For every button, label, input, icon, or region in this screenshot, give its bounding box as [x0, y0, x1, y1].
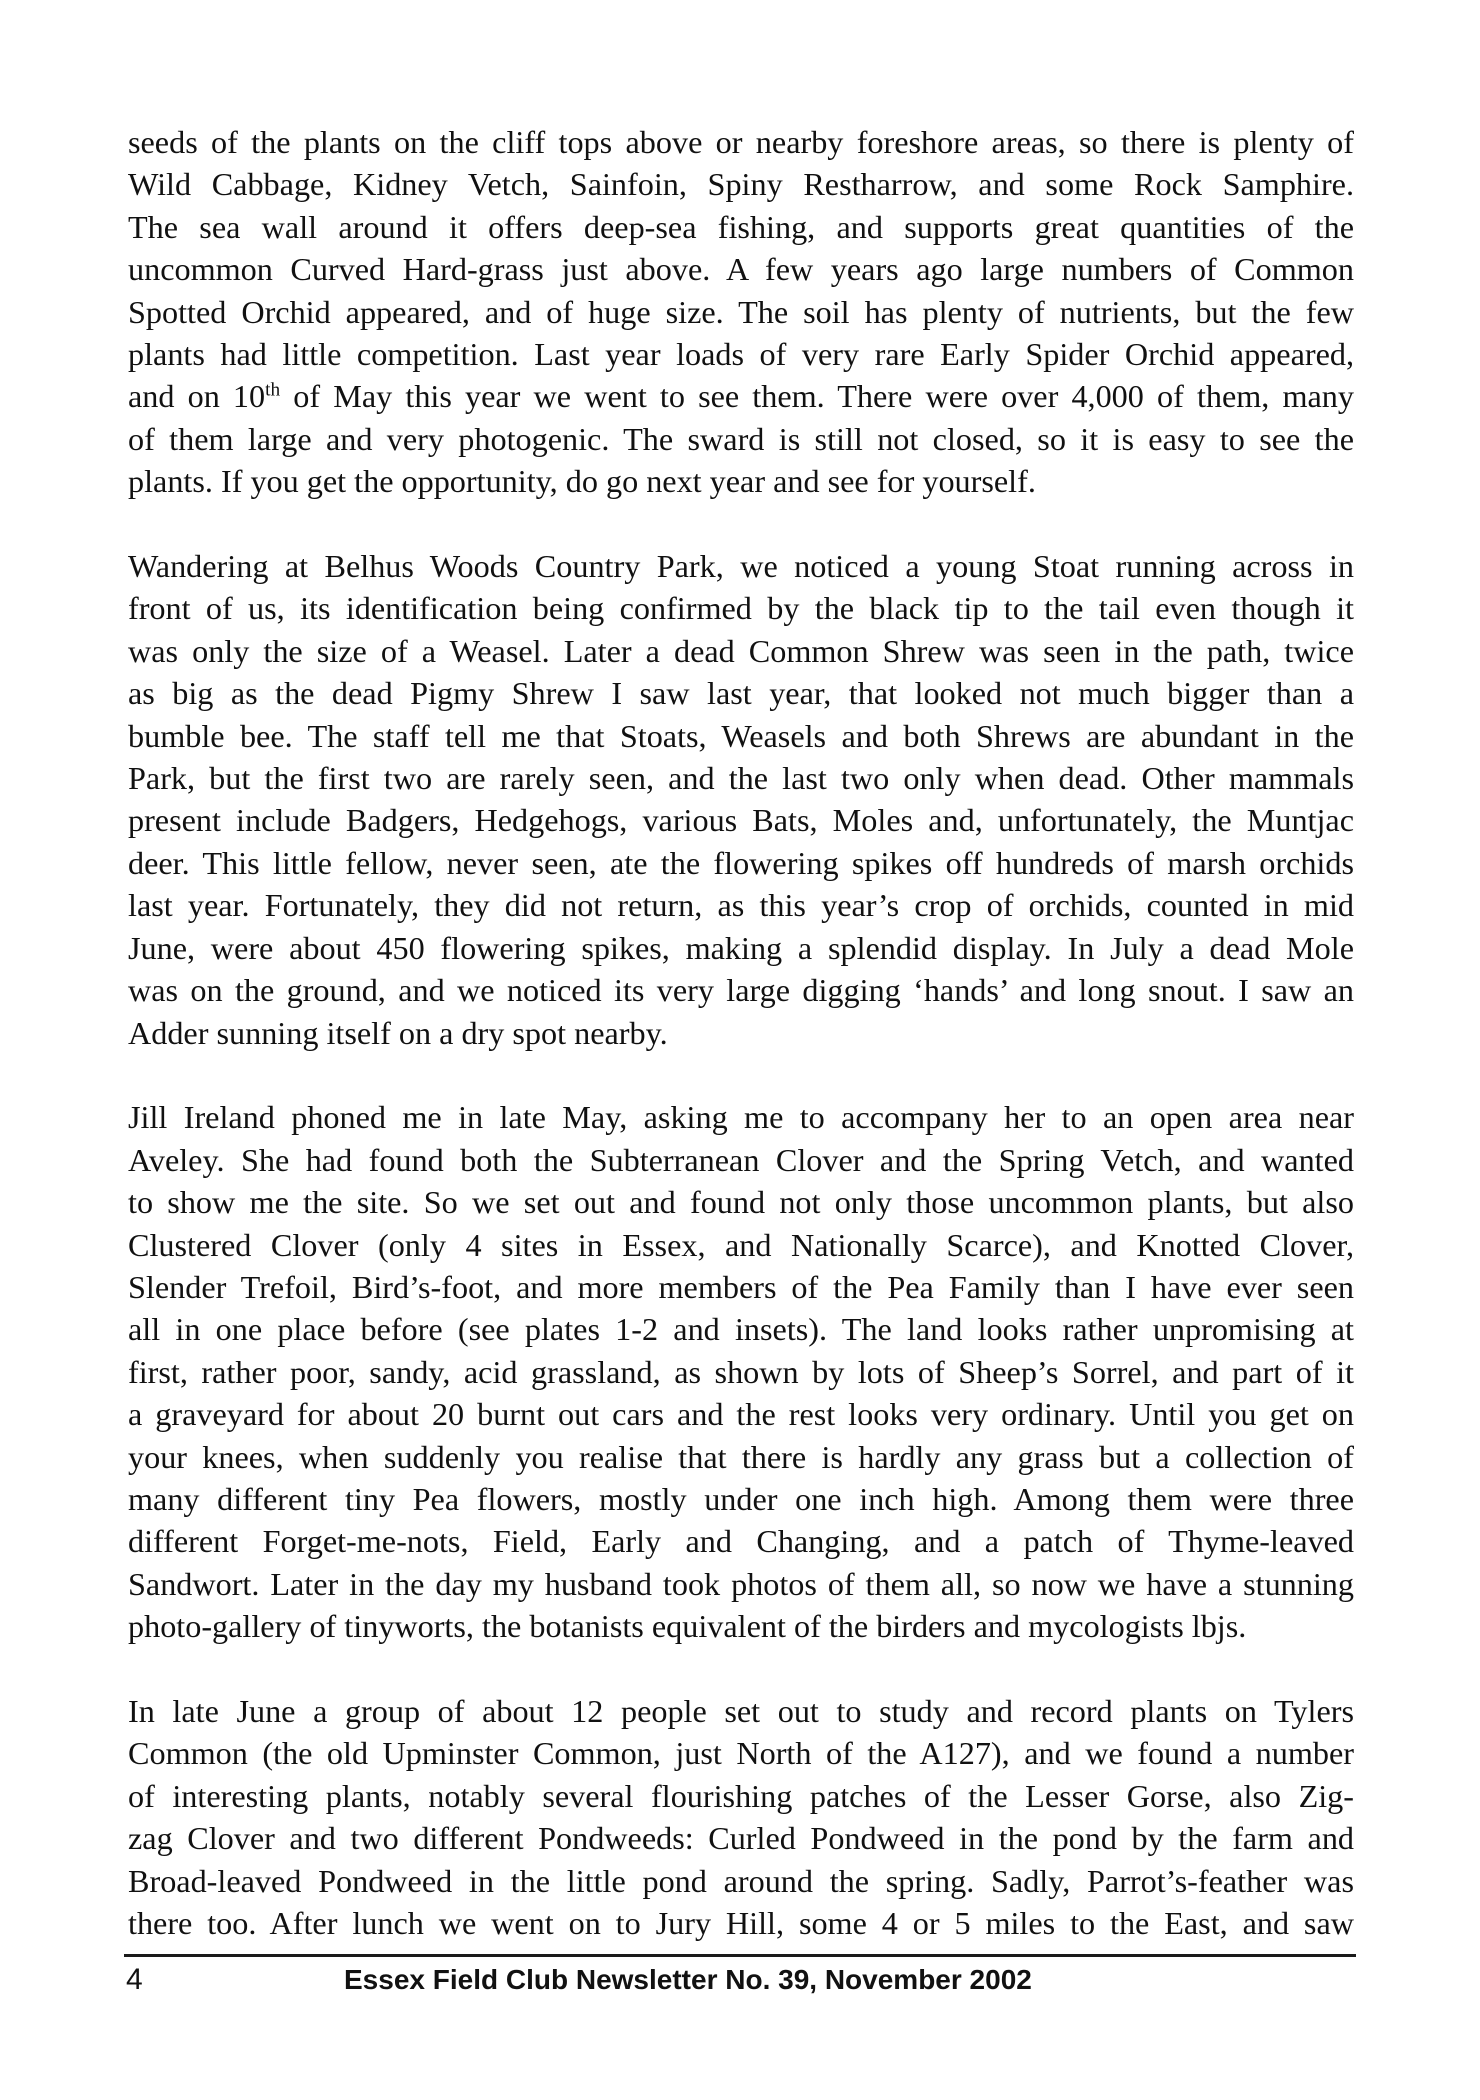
text-line: seeds of the plants on the cliff tops above or nearby foreshore areas, so there is plenty of [128, 124, 1354, 160]
text-line: Common (the old Upminster Common, just North of the A127), and we found a number [128, 1735, 1354, 1772]
text-line: to show me the site. So we set out and found not only those uncommon plants, but also [128, 1184, 1354, 1221]
date-line-rest: of May this year we went to see them. There were over 4,000 of them, many [280, 378, 1354, 415]
text-line: Park, but the first two are rarely seen, and the last two only when dead. Other mammals [128, 760, 1354, 797]
paragraph-belhus-woods [128, 545, 1354, 1054]
text-line: zag Clover and two different Pondweeds: Curled Pondweed in the pond by the farm and [128, 1820, 1354, 1857]
text-line-with-date [128, 375, 1354, 417]
text-line: June, were about 450 flowering spikes, making a splendid display. In July a dead Mole [128, 929, 1354, 966]
text-line: plants had little competition. Last year loads of very rare Early Spider Orchid appeared, [128, 336, 1354, 373]
text-line: The sea wall around it offers deep-sea fishing, and supports great quantities of the [128, 208, 1354, 245]
text-line: present include Badgers, Hedgehogs, various Bats, Moles and, unfortunately, the Muntjac [128, 802, 1354, 839]
footer-divider [124, 1954, 1356, 1957]
text-line: Slender Trefoil, Bird’s-foot, and more members of the Pea Family than I have ever seen [128, 1268, 1354, 1305]
ordinal-superscript: th [265, 379, 281, 401]
text-line: Jill Ireland phoned me in late May, asking me to accompany her to an open area near [128, 1099, 1354, 1136]
text-line: bumble bee. The staff tell me that Stoats, Weasels and both Shrews are abundant in the [128, 717, 1354, 754]
text-line: all in one place before (see plates 1-2 and insets). The land looks rather unpromising at [128, 1311, 1354, 1348]
text-line: Wild Cabbage, Kidney Vetch, Sainfoin, Spiny Restharrow, and some Rock Samphire. [128, 166, 1354, 203]
newsletter-footer-title: Essex Field Club Newsletter No. 39, November 2002 [344, 1964, 1032, 1995]
text-line: your knees, when suddenly you realise that there is hardly any grass but a collection of [128, 1438, 1354, 1475]
text-line: was only the size of a Weasel. Later a dead Common Shrew was seen in the path, twice [128, 632, 1354, 669]
text-line: Clustered Clover (only 4 sites in Essex, and Nationally Scarce), and Knotted Clover, [128, 1226, 1354, 1263]
paragraph-aveley-clovers [128, 1096, 1354, 1647]
paragraph-cliff-plants [128, 121, 1354, 503]
text-line: plants. If you get the opportunity, do go next year and see for yourself. [128, 463, 1036, 500]
date-day: and on 10 [128, 378, 266, 415]
paragraph-tylers-common [128, 1690, 1354, 1944]
text-line: was on the ground, and we noticed its very large digging ‘hands’ and long snout. I saw an [128, 972, 1354, 1009]
page-number: 4 [126, 1963, 143, 1996]
text-line: of them large and very photogenic. The sward is still not closed, so it is easy to see the [128, 420, 1354, 457]
text-line: front of us, its identification being confirmed by the black tip to the tail even though it [128, 590, 1354, 627]
text-line: Adder sunning itself on a dry spot nearby. [128, 1014, 668, 1051]
text-line: there too. After lunch we went on to Jury Hill, some 4 or 5 miles to the East, and saw [128, 1905, 1354, 1942]
text-line: deer. This little fellow, never seen, ate the flowering spikes off hundreds of marsh orchids [128, 844, 1354, 881]
text-line: as big as the dead Pigmy Shrew I saw last year, that looked not much bigger than a [128, 675, 1354, 712]
text-line: different Forget-me-nots, Field, Early and Changing, and a patch of Thyme-leaved [128, 1523, 1354, 1560]
text-line: uncommon Curved Hard-grass just above. A few years ago large numbers of Common [128, 251, 1354, 288]
text-line: first, rather poor, sandy, acid grassland, as shown by lots of Sheep’s Sorrel, and part of it [128, 1353, 1354, 1390]
text-line: Aveley. She had found both the Subterranean Clover and the Spring Vetch, and wanted [128, 1141, 1354, 1178]
text-line: photo-gallery of tinyworts, the botanists equivalent of the birders and mycologists lbjs. [128, 1608, 1247, 1645]
text-line: a graveyard for about 20 burnt out cars and the rest looks very ordinary. Until you get on [128, 1396, 1354, 1433]
text-line: In late June a group of about 12 people set out to study and record plants on Tylers [128, 1692, 1354, 1729]
text-line: many different tiny Pea flowers, mostly under one inch high. Among them were three [128, 1480, 1354, 1517]
text-line: last year. Fortunately, they did not return, as this year’s crop of orchids, counted in mid [128, 887, 1354, 924]
text-line: of interesting plants, notably several flourishing patches of the Lesser Gorse, also Zig- [128, 1777, 1354, 1814]
text-line: Wandering at Belhus Woods Country Park, we noticed a young Stoat running across in [128, 548, 1354, 585]
text-line: Broad-leaved Pondweed in the little pond around the spring. Sadly, Parrot’s-feather was [128, 1862, 1354, 1899]
text-line: Sandwort. Later in the day my husband took photos of them all, so now we have a stunning [128, 1565, 1354, 1602]
text-line: Spotted Orchid appeared, and of huge size. The soil has plenty of nutrients, but the few [128, 293, 1354, 330]
article-body [128, 121, 1354, 1944]
